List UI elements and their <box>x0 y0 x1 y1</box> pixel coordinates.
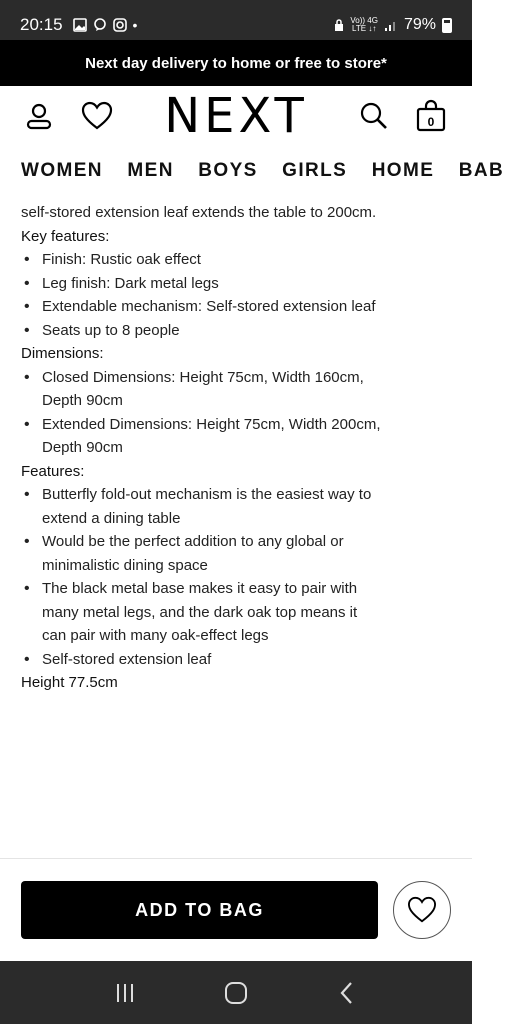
lock-icon <box>334 18 344 32</box>
search-icon <box>359 101 389 131</box>
next-logo[interactable]: NEXT <box>164 88 308 144</box>
back-icon <box>337 981 357 1005</box>
home-button[interactable] <box>216 973 256 1013</box>
account-button[interactable] <box>21 98 57 134</box>
height-note: Height 77.5cm <box>21 674 118 691</box>
promo-bar[interactable] <box>0 40 472 86</box>
status-right <box>334 16 452 34</box>
key-features-list <box>21 248 381 342</box>
list-item: • Seats up to 8 people <box>21 319 381 343</box>
battery-text: 79% <box>403 16 436 33</box>
heart-icon <box>407 896 437 924</box>
nav-item-women[interactable]: WOMEN <box>21 160 103 181</box>
nav-item-boys[interactable]: BOYS <box>198 160 258 181</box>
nav-item-home[interactable]: HOME <box>371 160 435 181</box>
list-item: • Closed Dimensions: Height 75cm, Width 160cm, Depth 90cm <box>21 366 381 413</box>
favourites-button[interactable] <box>79 98 115 134</box>
battery-icon <box>442 18 452 33</box>
gallery-icon <box>73 18 87 32</box>
chat-icon <box>93 18 107 32</box>
features-heading: Features: <box>21 462 85 480</box>
list-item: • Finish: Rustic oak effect <box>21 248 381 272</box>
signal-icon <box>384 18 398 32</box>
key-features-heading: Key features: <box>21 227 110 245</box>
recent-apps-icon <box>114 982 136 1004</box>
category-nav <box>21 160 505 182</box>
divider <box>0 858 472 859</box>
list-item: • The black metal base makes it easy to pair with many metal legs, and the dark oak top means it can pair with many oak-effect legs <box>21 577 381 648</box>
bag-count: 0 <box>427 115 435 129</box>
account-icon <box>24 101 54 131</box>
site-header <box>0 86 472 148</box>
list-item: • Leg finish: Dark metal legs <box>21 272 381 296</box>
list-item: • Extended Dimensions: Height 75cm, Width 200cm, Depth 90cm <box>21 413 381 460</box>
nav-item-girls[interactable]: GIRLS <box>282 160 348 181</box>
save-favourite-button[interactable] <box>393 881 451 939</box>
list-item: • Extendable mechanism: Self-stored extension leaf <box>21 295 381 319</box>
dimensions-heading: Dimensions: <box>21 345 104 362</box>
recent-apps-button[interactable] <box>105 973 145 1013</box>
list-item: • Self-stored extension leaf <box>21 648 381 672</box>
add-to-bag-button[interactable]: ADD TO BAG <box>21 881 378 939</box>
system-nav-bar <box>0 961 472 1024</box>
search-button[interactable] <box>356 98 392 134</box>
heart-icon <box>81 101 113 131</box>
nav-item-men[interactable]: MEN <box>127 160 174 181</box>
product-description <box>21 201 381 695</box>
nav-item-baby[interactable]: BAB <box>458 160 505 181</box>
bag-icon <box>415 100 447 132</box>
network-indicator: Vo)) 4G LTE ↓↑ <box>350 16 378 33</box>
back-button[interactable] <box>327 973 367 1013</box>
features-list <box>21 483 381 671</box>
notification-icons <box>73 17 138 33</box>
dimensions-list <box>21 366 381 460</box>
list-item: • Butterfly fold-out mechanism is the easiest way to extend a dining table <box>21 483 381 530</box>
bag-button[interactable] <box>413 98 449 134</box>
home-icon <box>224 981 248 1005</box>
instagram-icon <box>113 18 127 32</box>
dot-icon: • <box>132 17 138 33</box>
promo-text[interactable]: Next day delivery to home or free to store* <box>85 54 387 72</box>
intro-text: self-stored extension leaf extends the table to 200cm. <box>21 204 377 221</box>
status-time: 20:15 <box>20 15 63 34</box>
list-item: • Would be the perfect addition to any global or minimalistic dining space <box>21 530 381 577</box>
